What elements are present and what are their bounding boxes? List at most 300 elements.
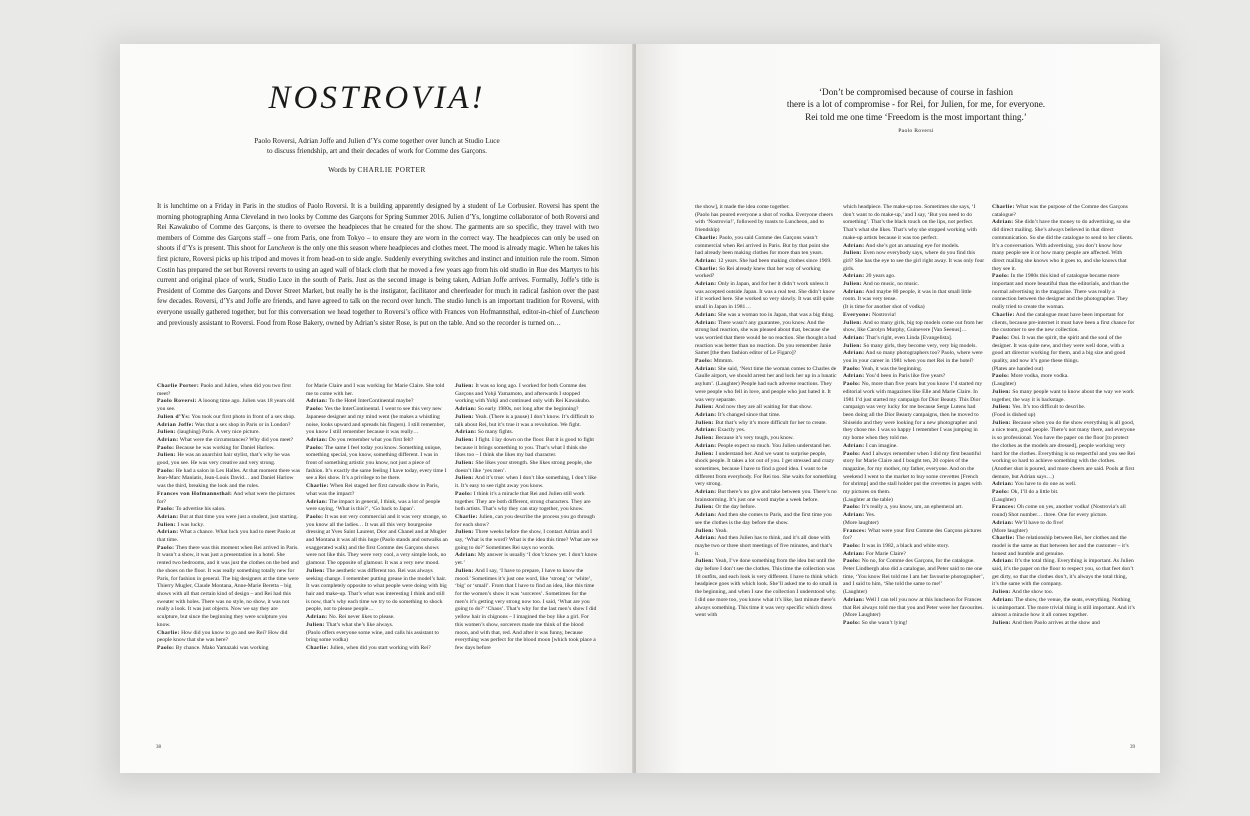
interview-line [695, 281, 838, 312]
interview-line [843, 520, 986, 528]
speaker-name: Julien: [455, 383, 474, 389]
speech-text: What a chance. What luck you had to meet Paolo at that time. [157, 529, 296, 544]
speech-text: And no music, no music. [863, 281, 919, 288]
interview-line [455, 460, 598, 475]
speaker-name: Julien d’Ys: [157, 413, 191, 420]
speech-text: Because when you do the show everything is all good, a nice team, good people. There’s not many there, and everyone is so professional. You have the paper on the floor [to protect the clothes as the models are dressed], people working very hard for the clothes. Everything is so respectful and you see Rei working so hard to achieve something with the clothes. [992, 419, 1135, 465]
interview-line [306, 437, 449, 445]
speech-text: (More laughter) [843, 519, 879, 526]
speaker-name: Paolo: [843, 450, 861, 457]
interview-line [992, 489, 1135, 497]
speech-text: That’s what she’s like always. [326, 621, 394, 628]
interview-line [992, 481, 1135, 489]
speech-text: People expect so much. You Julien understand her. [717, 442, 832, 449]
pull-quote-line-2: there is a lot of compromise - for Rei, for Julien, for me, for everyone. [786, 99, 1046, 110]
speech-text: Yes. [865, 512, 876, 519]
speech-text: In the 1980s this kind of catalogue became more important and more beautiful than the editorials, and than the normal advertising in the magazine. There was really a connection between the designer and the photographer. They really tried to create the woman. [992, 273, 1130, 311]
interview-column-left-2 [306, 383, 449, 653]
speech-text: (laughing) Paris. A very nice picture. [177, 429, 260, 436]
speaker-name: Charlie: [695, 234, 718, 241]
speech-text: And so many girls, big top models come out from her show, like Carolyn Murphy, Guinevere [Van Seenus]… [843, 319, 984, 334]
byline-prefix: Words by [328, 166, 356, 174]
page-number-left: 38 [156, 745, 161, 750]
interview-line [695, 451, 838, 490]
interview-line [695, 404, 838, 412]
speech-text: Julien, can you describe the process you go through for each show? [455, 513, 595, 528]
interview-line [695, 320, 838, 359]
speaker-name: Charlie: [306, 483, 329, 490]
pull-quote-line-3: Rei told me one time ‘Freedom is the most important thing.’ [805, 111, 1027, 122]
interview-line [843, 620, 986, 628]
speaker-name: Adrian: [695, 442, 717, 449]
speech-text: So many girls, they become very, very big models. [863, 342, 977, 349]
interview-line [695, 204, 838, 212]
speaker-name: Julien: [992, 388, 1011, 395]
speech-text: The aesthetic was different too. Rei was always seeking change. I remember putting grease in the model’s hair. It was completely opposite to what people were doing with big hair and make-up. That’s what was interesting I think and still is now, that’s why each time we try to do something to shock people, not to please people… [306, 567, 447, 613]
speaker-name: Adrian: [695, 512, 717, 519]
interview-line [992, 620, 1135, 628]
speech-text: It’s changed since that time. [717, 411, 781, 418]
speaker-name: Paolo: [455, 490, 473, 497]
speech-text: He was an anarchist hair stylist, that’s why he was good, you see. He was very creative and very strong. [157, 452, 290, 467]
speaker-name: Charlie: [992, 204, 1015, 210]
speech-text: And then she comes to Paris, and the first time you see the clothes is the day before the show. [695, 512, 832, 526]
speaker-name: Paolo: [306, 406, 324, 413]
speech-text: (It is time for another shot of vodka) [843, 304, 925, 311]
interview-line [695, 266, 838, 281]
speech-text: And I always remember when I did my first beautiful story for Marie Claire and I bought ten, 20 copies of the magazine, for my mother, my father, everyone. And on the weekend I went to the market to buy some crevettes [French for shrimp] and the stall holder put the crevettes in pages with my pictures on them. [843, 450, 982, 496]
speaker-name: Julien: [455, 413, 474, 420]
interview-line [695, 312, 838, 320]
speech-text: No. Rei never likes to please. [328, 614, 395, 621]
speech-text: I think it’s a miracle that Rei and Julien still work together. They are both different, strong characters. They are both artists. That’s why they can stay together, you know. [455, 490, 591, 513]
interview-line [843, 543, 986, 551]
speaker-name: Adrian: [695, 489, 717, 496]
speaker-name: Adrian: [843, 512, 865, 519]
interview-line [695, 558, 838, 620]
interview-line [843, 451, 986, 497]
interview-line [992, 597, 1135, 620]
intro-luncheon-2: Luncheon [571, 308, 599, 316]
speaker-name: Adrian: [695, 535, 717, 542]
speech-text: It’s the total thing. Everything is important. As Julien said, it’s the paper on the floor to respect you, so that feet don’t get dirty, so that the clothes don’t, it’s always the total thing, it’s the same with the company. [992, 558, 1134, 588]
interview-line [843, 612, 986, 620]
speech-text: And the catalogue must have been important for clients, because pre-internet it must have been a first chance for the customer to see the new collection. [992, 311, 1135, 334]
speech-text: Well I can tell you now at this luncheon for Frances that Rei always told me that you and Peter were her favourites. [843, 596, 984, 611]
speaker-name: Julien: [157, 452, 176, 459]
speaker-name: Julien: [455, 529, 474, 536]
interview-line [306, 614, 449, 622]
intro-text-a: It is lunchtime on a Friday in Paris in the studios of Paolo Roversi. It is a building apparently designed by a student of Le Corbusier. Roversi has spent the morning photographing Anna Cleveland in two looks by Comme des Garçons for Spring Summer 2016. Julien d’Ys, longtime collaborator of both Roversi and Rei Kawakubo of Comme des Garçons, is there to oversee the headpieces that he created for the show. The garments are so specific, they travel with two members of Comme des Garçons staff – one from Paris, one from Tokyo – to ensure they are worn in the correct way. The headpieces can only be used on shoots if d’Ys is present. This shoot for [157, 203, 599, 253]
interview-line [306, 568, 449, 614]
speech-text: To advertise his salon. [175, 506, 226, 513]
speaker-name: Julien: [695, 404, 714, 411]
speech-text: I was lucky. [177, 521, 205, 528]
speech-text: Because he was working for Daniel Harlow. [175, 444, 275, 451]
interview-line [455, 414, 598, 429]
speaker-name: Julien: [455, 460, 474, 467]
speech-text: What were your first Comme des Garçons pictures for? [843, 527, 982, 542]
speaker-name: Julien: [157, 429, 176, 436]
interview-column-right-1 [695, 204, 838, 620]
interview-line [455, 491, 598, 514]
speaker-name: Julien: [695, 558, 714, 565]
interview-line [843, 343, 986, 351]
speaker-name: Julien: [695, 419, 714, 426]
speaker-name: Paolo: [306, 513, 324, 520]
intro-luncheon-1: Luncheon [267, 245, 295, 253]
speech-text: Was that a sex shop in Paris or in London? [195, 421, 291, 428]
speech-text: I fight. I lay down on the floor. But it is good to fight because it brings something to you. That’s what I think she likes too – I think she likes my bad character. [455, 436, 594, 459]
pull-quote-line-1: ‘Don’t be compromised because of course in fashion [819, 87, 1013, 97]
speech-text: Three weeks before the show, I contact Adrian and I say, ‘What is the word? What is the idea this time? What are we going to do?’ Sometimes Rei says no words. [455, 529, 598, 551]
speaker-name: Adrian: [306, 498, 328, 505]
speaker-name: Adrian: [992, 481, 1014, 488]
interview-line [992, 535, 1135, 558]
speaker-name: Julien: [157, 521, 176, 528]
interview-line [455, 429, 598, 437]
interview-line [306, 383, 449, 398]
speech-text: I can imagine. [865, 442, 898, 449]
page-number-right: 39 [1130, 745, 1135, 750]
speaker-name: Julien: [695, 504, 714, 511]
interview-line [306, 406, 449, 437]
speech-text: The show, the venue, the seats, everything. Nothing is unimportant. The more trivial thing is still important. And it’s almost a miracle how it all comes together. [992, 596, 1135, 619]
speaker-name: Adrian: [843, 242, 865, 249]
interview-line [695, 420, 838, 428]
speech-text: We’ll have to do five! [1014, 519, 1064, 526]
speech-text: Yeah. [715, 527, 728, 534]
speaker-name: Adrian: [695, 311, 717, 318]
interview-line [843, 512, 986, 520]
interview-line [695, 412, 838, 420]
speech-text: And the show too. [1012, 589, 1054, 596]
speaker-name: Paolo: [843, 504, 861, 511]
speech-text: She likes your strength. She likes strong people, she doesn’t like ‘yes men’. [455, 460, 592, 474]
speech-text: When Rei staged her first catwalk show in Paris, what was the impact? [306, 483, 439, 497]
speech-text: Yes. It’s too difficult to describe. [1012, 404, 1086, 411]
interview-line [306, 514, 449, 568]
speech-text: Yeah, it was the beginning. [861, 365, 923, 372]
left-page [120, 44, 634, 773]
speech-text: Do you remember what you first felt? [328, 436, 414, 443]
speech-text: So Rei already knew that her way of working worked? [695, 265, 821, 280]
speaker-name: Adrian: [157, 529, 179, 536]
speech-text: And I say, ‘I have to prepare, I have to know the mood.’ Sometimes it’s just one word, like ‘strong’ or ‘white’, ‘big’ or ‘small’. From that I have to find an idea, like this time for the women’s show it was ‘sorceres’. Sometimes for the men’s it’s getting very strong now too. I said, ‘What are you going to do?’ ‘Chaos’. That’s why for the last men’s show I did yellow hair in chignons – I imagined the boy like a girl. For this women’s show, sorcerers made me think of the blood moon, and with that, red. And after it was funny, because everything was perfect for the blood moon [which took place a few days before [455, 567, 597, 651]
speech-text: And now they are all waiting for that show. [715, 404, 813, 411]
speech-text: She didn’t have the money to do advertising, so she did direct mailing. She’s always believed in that direct communication. So she did the catalogue to send to her clients. It’s a conversation. With advertising, you don’t know how many people see it or how many people are affected. With direct mailing she knows who it goes to, and she knows that they see it. [992, 219, 1134, 272]
speech-text: And then Paolo arrives at the show and [1012, 619, 1100, 626]
interview-line [843, 312, 986, 320]
speaker-name: Charlie Porter: [157, 383, 200, 389]
interview-line [695, 366, 838, 405]
speech-text: The relationship between Rei, her clothes and the model is the same as that between her and the customer – it’s honest and humble and genuine. [992, 535, 1129, 557]
intro-paragraph [157, 202, 599, 329]
right-page [636, 44, 1160, 773]
interview-line [992, 389, 1135, 404]
speech-text: Oh come on yes, another vodka! (Nostrovia’s all round) Shot number… three. One for every picture. [992, 504, 1126, 519]
interview-line [157, 491, 300, 506]
speaker-name: Adrian: [843, 550, 865, 557]
speech-text: Oui. It was the spirit, the spirit and the soul of the designer. It was quite new, and they were well done, with a good art director working for them, and a big size and good quality, and now it’s gone these things. [992, 334, 1126, 365]
speaker-name: Paolo: [843, 381, 861, 388]
speaker-name: Adrian: [455, 552, 477, 559]
speaker-name: Adrian: [306, 398, 328, 405]
speaker-name: Paolo: [992, 373, 1010, 380]
interview-line [992, 404, 1135, 412]
interview-line [157, 414, 300, 422]
speech-text: And maybe 80 people, it was in that small little room. It was very tense. [843, 288, 972, 303]
interview-line [455, 475, 598, 490]
speaker-name: Paolo: [843, 619, 861, 626]
speech-text: The same I feel today you know. Something unique, something special, you know, something different. I was in front of something artistic you know, not just a piece of fashion. It’s exactly the same feeling I have today, every time I see a Rei show. It’s a privilege to be there. [306, 444, 447, 482]
interview-line [306, 622, 449, 630]
interview-line [992, 312, 1135, 335]
speaker-name: Adrian: [992, 219, 1014, 226]
speech-text: Yeah, I’ve done something from the idea but until the day before I don’t see the clothes. This time the collection was 18 outfits, and each look is very different. I have to think which headpiece goes with which look. She’ll asked me to do small in the beginning, and when I saw the collection I understood why. I did one more too, you know what it’s like, last minute there’s always something. This time it was very specific which dress went with [695, 558, 838, 619]
pull-quote [726, 86, 1106, 123]
speaker-name: Adrian: [306, 436, 328, 443]
speech-text: You have to do one as well. [1014, 481, 1077, 488]
interview-line [992, 420, 1135, 466]
interview-line [843, 589, 986, 597]
speaker-name: Paolo: [992, 334, 1010, 341]
speaker-name: Julien: [455, 436, 474, 443]
interview-line [843, 497, 986, 505]
speech-text: (Plates are handed out) [992, 365, 1044, 372]
speech-text: You took our first photo in front of a sex shop. [191, 413, 296, 420]
interview-column-left-1 [157, 383, 300, 653]
interview-line [157, 398, 300, 413]
byline-author: CHARLIE PORTER [357, 166, 426, 174]
speech-text: But that’s why it’s more difficult for her to create. [715, 419, 827, 426]
interview-line [843, 289, 986, 304]
speech-text: And it’s true: when I don’t like something, I don’t like it. It’s easy to see right away you know. [455, 475, 597, 490]
interview-line [695, 512, 838, 527]
interview-line [843, 204, 986, 243]
speaker-name: Frances von Hofmannsthal: [157, 490, 233, 497]
speaker-name: Charlie: [992, 311, 1015, 318]
interview-line [992, 412, 1135, 420]
speech-text: The impact in general, I think, was a lot of people were saying, ‘What is this?’, ‘Go back to Japan’. [306, 498, 441, 513]
speaker-name: Julien: [992, 419, 1011, 426]
speech-text: I understand her. And we want to surprise people, shock people. It takes a lot out of you. I get stressed and crazy sometimes, because I have to find a good idea. I want to be different from everybody. For Rei too. She waits for something very strong. [695, 450, 837, 488]
interview-line [157, 437, 300, 445]
speech-text: Only in Japan, and for her it didn’t work unless it was accepted outside Japan. It was a real test. She didn’t know if it worked here. She worked so very slowly. It was still quite small in Japan in 1981… [695, 281, 836, 311]
interview-line [306, 630, 449, 645]
speaker-name: Adrian: [843, 273, 865, 280]
speech-text: That’s right, even Linda [Evangelista]. [865, 334, 953, 341]
speaker-name: Adrian: [695, 365, 717, 372]
speaker-name: Julien: [843, 319, 862, 326]
speaker-name: Paolo: [157, 506, 175, 513]
speaker-name: Julien: [695, 435, 714, 442]
interview-line [157, 452, 300, 467]
speaker-name: Julien: [843, 342, 862, 349]
speech-text: Paolo and Julien, when did you two first meet? [157, 383, 291, 397]
interview-line [157, 506, 300, 514]
speech-text: So early 1980s, not long after the beginning? [477, 406, 579, 413]
speaker-name: Julien: [992, 589, 1011, 596]
speech-text: 12 years. She had been making clothes since 1969. [717, 257, 832, 264]
speech-text: Yes the InterContinental. I went to see this very new Japanese designer and my mind went (he makes a whistling noise, looks upward and spreads his fingers). I still remember, you know I still remember because it was really… [306, 406, 445, 436]
interview-line [157, 645, 300, 653]
intro-text-b: is the only one this season where headpieces and clothes meet. The mood is already magic. When he takes his first picture, Roversi picks up his tripod and moves it from head-on to side angle. Suddenly everything switches and instinct and intuition rule the room. Simon Costin has prepared the set but Roversi reverts to using an aged wall of black cloth that he moved a few years ago from his old studio in Rue des Martyrs to his current and original place of work, Studio Luce in the south of Paris. Just as the second image is being taken, Adrian Joffe arrives. Formally, Joffe’s title is President of Comme des Garçons and Dover Street Market, but really he is the instigator, facilitator and cheerleader for much in radical fashion over the past few decades. Roversi, d’Ys and Joffe are friends, and have agreed to talk on the record over lunch. The studio lunch is an important tradition for Roversi, with everyone usually gathered together, but for this conversation we head together to Roversi’s office with Frances von Hofmannsthal, editor-in-chief of [157, 245, 599, 316]
interview-line [455, 383, 598, 406]
speaker-name: Adrian: [695, 257, 717, 264]
speech-text: And what were the pictures for? [157, 490, 295, 505]
speech-text: (Laughter) [843, 589, 867, 596]
interview-line [157, 445, 300, 453]
interview-line [843, 250, 986, 273]
speaker-name: Adrian: [992, 558, 1014, 565]
speaker-name: Julien: [306, 621, 325, 628]
speech-text: She said, ‘Next time the woman comes to Charles de Gaulle airport, we should arrest her and lock her up in a lunatic asylum’. (Laughter) People had such adverse reactions. They were people who fell in love, and people who just hated it. It was very separate. [695, 365, 837, 403]
standfirst-line-1: Paolo Roversi, Adrian Joffe and Julien d’Ys come together over lunch at Studio Luce [254, 137, 500, 145]
speech-text: So many people want to know about the way we work together, the way it is backstage. [992, 388, 1134, 403]
interview-line [992, 381, 1135, 389]
speaker-name: Julien: [992, 619, 1011, 626]
speaker-name: Adrian: [695, 319, 717, 326]
interview-line [306, 499, 449, 514]
speaker-name: Frances: [843, 527, 867, 534]
interview-line [157, 468, 300, 491]
speaker-name: Adrian: [306, 614, 328, 621]
speech-text: And then Julien has to think, and it’s all done with maybe two or three short meetings of five minutes, and that’s it. [695, 535, 833, 557]
speech-text: Mmmm. [713, 358, 734, 365]
speaker-name: Paolo: [992, 273, 1010, 280]
interview-column-right-3 [992, 204, 1135, 628]
speaker-name: Adrian: [695, 281, 717, 288]
speaker-name: Paolo: [843, 542, 861, 549]
interview-line [455, 568, 598, 653]
speech-text: It’s really a, you know, um, an ephemeral art. [861, 504, 963, 511]
interview-line [992, 366, 1135, 374]
speaker-name: Julien: [843, 250, 862, 257]
interview-column-left-3 [455, 383, 598, 653]
speaker-name: Paolo: [843, 558, 861, 565]
speech-text: No no, for Comme des Garçons, for the catalogue. Peter Lindbergh also did a catalogue, and Peter said to me one time, ‘You know Rei told me I am her favourite photographer’, and I said to him, ‘She told the same to me!’ [843, 558, 985, 588]
speaker-name: Paolo: [695, 358, 713, 365]
speech-text: (More Laughter) [843, 612, 881, 619]
speaker-name: Adrian: [843, 288, 865, 295]
interview-line [843, 528, 986, 543]
speaker-name: Paolo: [306, 444, 324, 451]
interview-line [695, 358, 838, 366]
speech-text: So many fights. [477, 429, 514, 436]
speech-text: for Marie Claire and I was working for Marie Claire. She told me to come with her. [306, 383, 445, 397]
speech-text: (Laughter) [992, 496, 1016, 503]
speaker-name: Julien: [695, 450, 714, 457]
speaker-name: Paolo: [157, 544, 175, 551]
speaker-name: Adrian: [843, 373, 865, 380]
speech-text: Ok, I’ll do a little bit. [1010, 489, 1059, 496]
speaker-name: Adrian: [843, 350, 865, 357]
interview-line [306, 645, 449, 653]
speech-text: It was not very commercial and it was very strange, so you know all the ladies… It was all this very bourgeoise dressing at Yves Saint Laurent, Dior and Chanel and at Mugler and Montana it was all this huge (Paolo stands and outwalks an exaggerated walk) and the first Comme des Garçons shows were not like this. They were very cool, a very simple look, no glamour. The opposite of glamour. It was a very new mood. [306, 513, 448, 567]
pull-quote-attribution: Paolo Roversi [898, 128, 934, 134]
interview-line [695, 528, 838, 536]
speaker-name: Adrian: [455, 406, 477, 413]
interview-line [157, 545, 300, 630]
interview-line [843, 597, 986, 612]
interview-line [157, 529, 300, 544]
speech-text: the show], it made the idea come together. [695, 204, 790, 210]
speech-text: (Laughter) [992, 381, 1016, 388]
speaker-name: Julien: [455, 475, 474, 482]
speaker-name: Adrian: [157, 513, 179, 520]
speech-text: To the Hotel InterContinental maybe? [328, 398, 414, 405]
interview-line [455, 406, 598, 414]
interview-line [695, 212, 838, 235]
speech-text: A looong time ago. Julien was 18 years old you see. [157, 398, 295, 413]
interview-line [843, 443, 986, 451]
interview-line [157, 514, 300, 522]
headline: NOSTROVIA! [268, 80, 486, 116]
interview-line [695, 489, 838, 504]
interview-line [843, 320, 986, 335]
interview-line [992, 219, 1135, 273]
speech-text: (Paolo has poured everyone a shot of vodka. Everyone cheers with ‘Nostrovia!’, followed by toasts to Luncheon, and to friendship) [695, 211, 833, 234]
interview-line [843, 335, 986, 343]
speech-text: And she’s got an amazing eye for models. [865, 242, 960, 249]
interview-line [992, 204, 1135, 219]
interview-line [992, 466, 1135, 481]
speech-text: Even now everybody says, where do you find this girl? She has the eye to see the girl right away. It was only four girls. [843, 250, 985, 272]
speaker-name: Charlie: [306, 644, 329, 651]
interview-line [843, 558, 986, 589]
interview-line [695, 435, 838, 443]
speaker-name: Paolo: [992, 489, 1010, 496]
interview-line [992, 273, 1135, 312]
speech-text: More vodka, more vodka. [1010, 373, 1069, 380]
interview-line [992, 558, 1135, 589]
interview-line [843, 304, 986, 312]
speech-text: 20 years ago. [865, 273, 896, 280]
speech-text: Julien, when did you start working with Rei? [330, 644, 431, 651]
speech-text: (More laughter) [992, 527, 1028, 534]
speaker-name: Charlie: [157, 629, 180, 636]
speaker-name: Paolo: [843, 365, 861, 372]
speaker-name: Julien: [455, 567, 474, 574]
speech-text: which headpiece. The make-up too. Sometimes she says, ‘I don’t want to do make-up,’ and I say, ‘But you need to do something’. That’s the black touch on the lips, not perfect. That’s what she likes. That’s why she stopped working with make-up artists because it was too perfect. [843, 204, 977, 241]
speaker-name: Adrian: [157, 436, 179, 443]
interview-line [992, 520, 1135, 528]
speaker-name: Julien: [843, 281, 862, 288]
speech-text: By chance. Mako Yamazaki was working [175, 644, 269, 651]
speech-text: My answer is usually ‘I don’t know yet. I don’t know yet.’ [455, 552, 598, 567]
speech-text: Exactly yes. [717, 427, 746, 434]
speaker-name: Frances: [992, 504, 1016, 511]
speech-text: You’d been in Paris like five years? [865, 373, 946, 380]
speech-text: And so many photographers too? Paolo, where were you in your career in 1981 when you met Rei in the hotel? [843, 350, 983, 365]
speech-text: (Another shot is poured, and more cheers are said. Pools at first demure, but Adrian says…) [992, 465, 1135, 480]
interview-line [455, 552, 598, 567]
speech-text: But at that time you were just a student, just starting. [179, 513, 298, 520]
interview-line [695, 427, 838, 435]
speaker-name: Adrian Joffe: [157, 421, 194, 428]
speaker-name: Everyone: [843, 311, 871, 318]
speaker-name: Adrian: [992, 596, 1014, 603]
speaker-name: Charlie: [455, 513, 478, 520]
speaker-name: Julien: [992, 404, 1011, 411]
speech-text: How did you know to go and see Rei? How did people know that she was here? [157, 629, 288, 644]
interview-line [306, 445, 449, 484]
speaker-name: Adrian: [992, 519, 1014, 526]
speech-text: It was in 1982, a black and white story. [861, 542, 950, 549]
speech-text: She was a woman too in Japan, that was a big thing. [717, 311, 835, 318]
intro-text-c: and previously assistant to Roversi. Food from Rose Bakery, owned by Adrian’s sister Rose, is put on the table. And so the recorder is turned on… [157, 319, 561, 327]
